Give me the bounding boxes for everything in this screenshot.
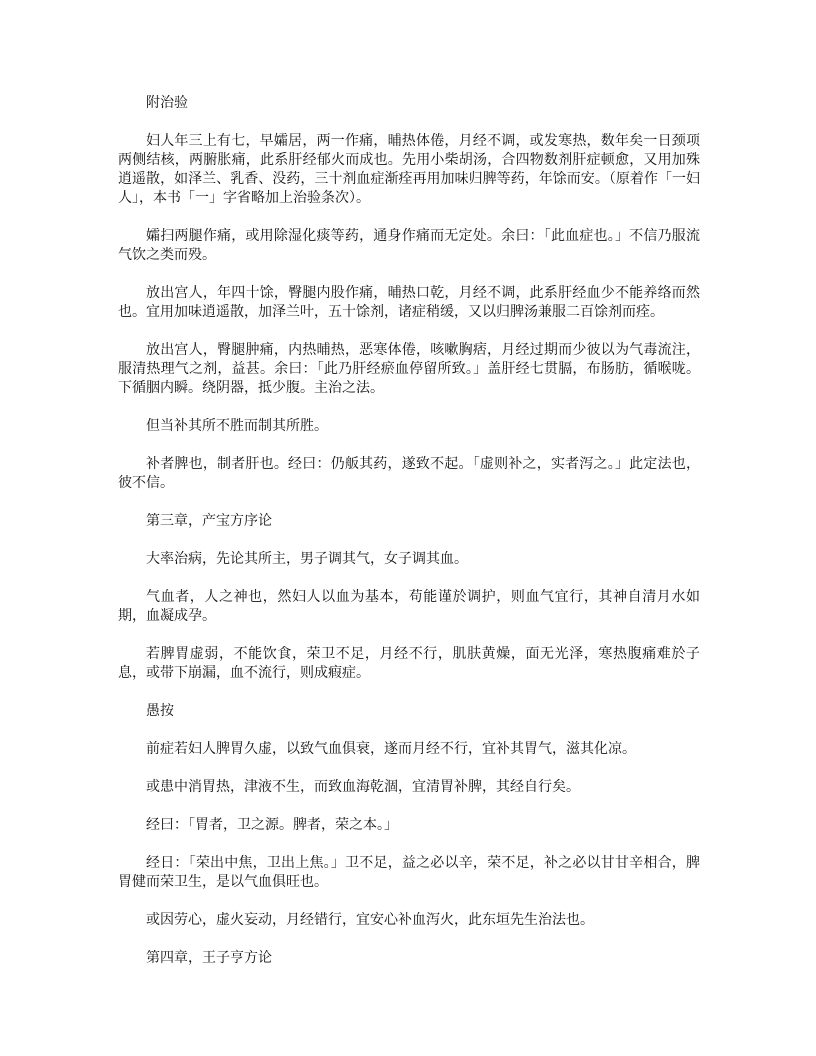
paragraph: 但当补其所不胜而制其所胜。 xyxy=(146,418,328,434)
paragraph: 放出宫人，臀腿肿痛，内热晡热，恶寒体倦，咳嗽胸痞，月经过期而少彼以为气毒流注，服清热理气之剂，益甚。余曰：「此乃肝经瘀血停留所致。」盖肝经七贯膈，布肠肪，循喉咙。下循胭内瞬。绕阴器，抵少腹。主治之法。 xyxy=(118,342,700,396)
paragraph: 孀扫两腿作痛，或用除湿化痰等药，通身作痛而无定处。余曰：「此血症也。」不信乃服流气饮之类而殁。 xyxy=(118,228,700,263)
document-page xyxy=(118,94,700,987)
paragraph: 若脾胃虚弱，不能饮食，荣卫不足，月经不行，肌肤黄燥，面无光泽，寒热腹痛难於子息，或带下崩漏，血不流行，则成瘕症。 xyxy=(118,646,700,681)
chapter-heading: 第三章，产宝方序论 xyxy=(146,513,272,529)
paragraph: 妇人年三上有七，早孀居，两一作痛，晡热体倦，月经不调，或发寒热，数年矣一日颈项两侧结核，两腑胀痛，此系肝经郁火而成也。先用小柴胡汤，合四物数剂肝症顿愈，又用加殊逍遥散，如泽兰、乳香、没药，三十剂血症渐痊再用加味归脾等药，年馀而安。（原着作「一妇人」，本书「一」字省略加上治验条次）。 xyxy=(118,133,700,206)
paragraph: 或患中消胃热，津液不生，而致血海乾涸，宜清胃补脾，其经自行矣。 xyxy=(146,779,580,795)
chapter-heading: 第四章，王子亨方论 xyxy=(146,950,272,966)
paragraph: 气血者，人之神也，然妇人以血为基本，苟能谨於调护，则血气宜行，其神自清月水如期，血凝成孕。 xyxy=(118,589,700,624)
paragraph: 或因劳心，虚火妄动，月经错行，宜安心补血泻火，此东垣先生治法也。 xyxy=(146,912,594,928)
section-heading: 愚按 xyxy=(146,703,174,719)
paragraph: 补者脾也，制者肝也。经曰：仍舨其药，遂致不起。「虚则补之，实者泻之。」此定法也，彼不信。 xyxy=(118,456,700,491)
paragraph: 经曰：「胃者，卫之源。脾者，荣之本。」 xyxy=(146,817,398,833)
paragraph: 经日：「荣出中焦，卫出上焦。」卫不足，益之必以辛，荣不足，补之必以甘甘辛相合，脾胃健而荣卫生，是以气血俱旺也。 xyxy=(118,855,700,890)
paragraph: 放出宫人，年四十馀，臀腿内股作痛，晡热口乾，月经不调，此系肝经血少不能养络而然也。宜用加味逍遥散，加泽兰叶，五十馀剂，诸症稍缓，又以归脾汤兼服二百馀剂而痊。 xyxy=(118,285,700,320)
paragraph: 大率治病，先论其所主，男子调其气，女子调其血。 xyxy=(146,551,468,567)
paragraph: 前症若妇人脾胃久虚，以致气血俱衰，遂而月经不行，宜补其胃气，滋其化凉。 xyxy=(146,741,636,757)
section-heading: 附治验 xyxy=(146,95,188,111)
